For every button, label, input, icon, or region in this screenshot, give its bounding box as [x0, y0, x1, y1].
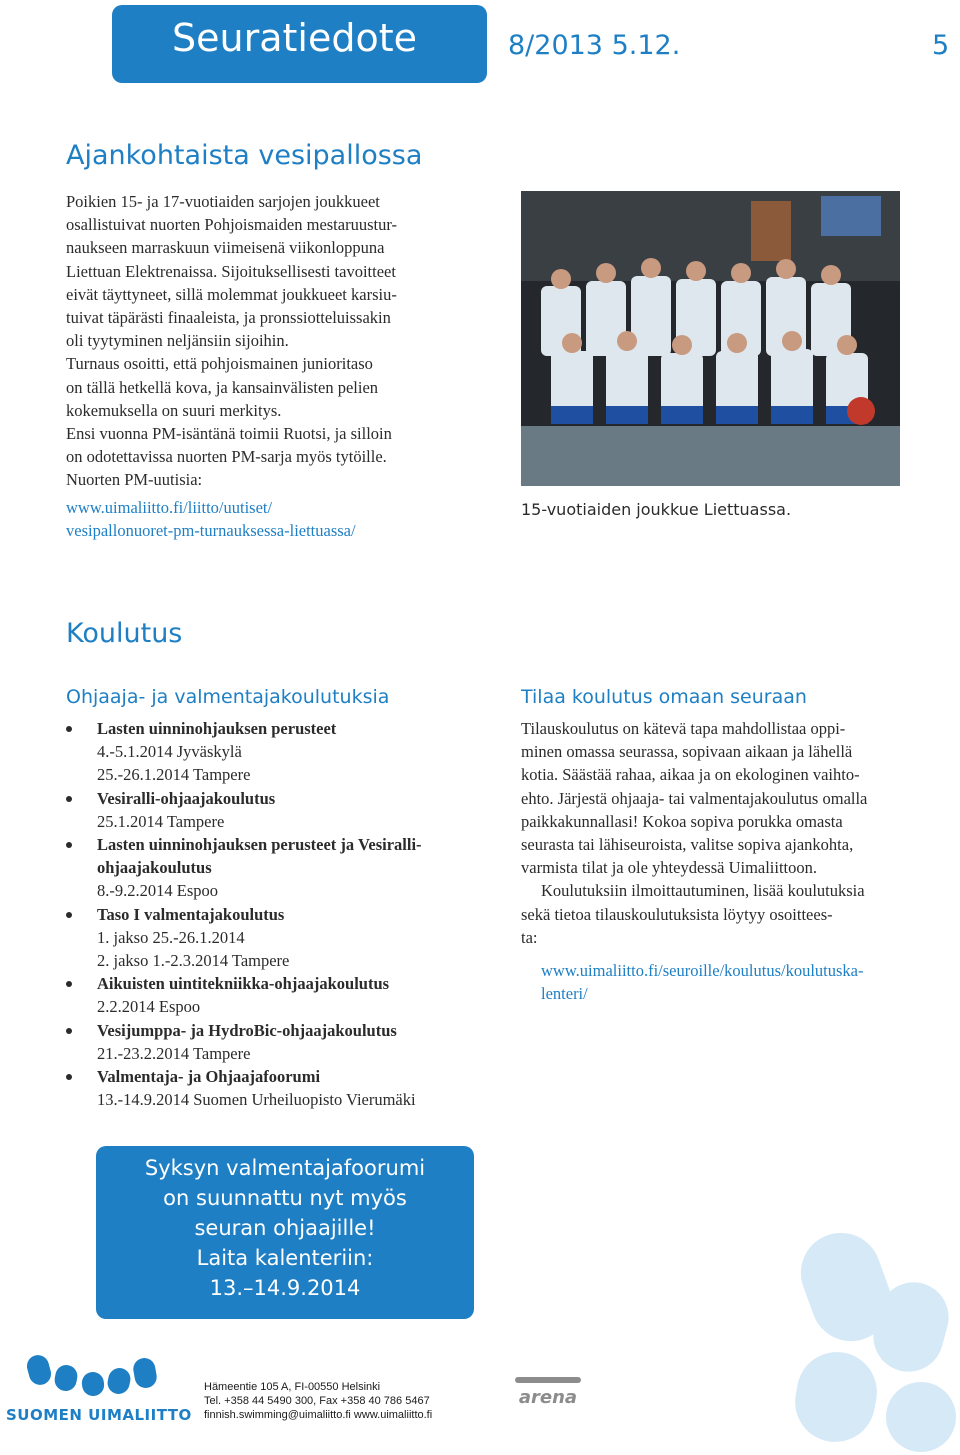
- list-item: [66, 787, 506, 833]
- text-line: ehto. Järjestä ohjaaja- tai valmentajakoulutus omalla: [521, 788, 868, 808]
- order-training-heading: Tilaa koulutus omaan seuraan: [521, 686, 807, 708]
- text-line: paikkakunnallasi! Kokoa sopiva porukka omasta: [521, 811, 843, 831]
- phone: Tel. +358 44 5490 300, Fax +358 40 786 5467: [204, 1395, 430, 1407]
- course-date: 2. jakso 1.-2.3.2014 Tampere: [97, 951, 290, 971]
- list-item: [66, 1065, 506, 1111]
- text-line: Tilauskoulutus on kätevä tapa mahdollistaa oppi-: [521, 719, 846, 738]
- promo-line: Syksyn valmentajafoorumi: [144, 1156, 426, 1180]
- courses-heading: Ohjaaja- ja valmentajakoulutuksia: [66, 686, 390, 708]
- training-heading: Koulutus: [66, 618, 183, 649]
- news-line: Nuorten PM-uutisia:: [66, 470, 203, 490]
- address: Hämeentie 105 A, FI-00550 Helsinki: [204, 1381, 381, 1393]
- course-name: ohjaajakoulutus: [97, 858, 212, 878]
- news-line: on odotettavissa nuorten PM-sarja myös tytöille.: [66, 447, 387, 467]
- course-name: Valmentaja- ja Ohjaajafoorumi: [97, 1067, 321, 1087]
- news-link[interactable]: www.uimaliitto.fi/liitto/uutiset/: [66, 497, 273, 517]
- sponsor-name: arena: [518, 1387, 578, 1408]
- promo-line: seuran ohjaajille!: [194, 1216, 376, 1240]
- news-line: Turnaus osoitti, että pohjoismainen junioritaso: [66, 354, 373, 374]
- news-heading: Ajankohtaista vesipallossa: [66, 140, 423, 171]
- list-item: [66, 903, 506, 973]
- course-date: 8.-9.2.2014 Espoo: [97, 881, 218, 901]
- text-line: varmista tilat ja ole yhteydessä Uimaliittoon.: [521, 858, 818, 878]
- text-line: kotia. Säästää rahaa, aikaa ja on ekologinen vaihto-: [521, 765, 860, 785]
- course-name: Lasten uinninohjauksen perusteet ja Vesiralli-: [97, 835, 422, 855]
- promo-line: Laita kalenteriin:: [196, 1246, 374, 1270]
- org-name: SUOMEN UIMALIITTO: [6, 1406, 192, 1424]
- course-name: Aikuisten uintitekniikka-ohjaajakoulutus: [97, 974, 390, 994]
- arena-logo-icon: [511, 1373, 585, 1413]
- text-line: sekä tietoa tilauskoulutuksista löytyy osoittees-: [521, 904, 833, 924]
- bullet-icon: [66, 981, 72, 987]
- email-web[interactable]: finnish.swimming@uimaliitto.fi www.uimaliitto.fi: [204, 1409, 433, 1421]
- list-item: [66, 717, 506, 787]
- news-line: osallistuivat nuorten Pohjoismaiden mestaruustur-: [66, 215, 397, 235]
- team-photo-image: [521, 191, 900, 486]
- course-date: 13.-14.9.2014 Suomen Urheiluopisto Vierumäki: [97, 1090, 416, 1110]
- page-number: 5: [932, 30, 950, 61]
- course-date: 21.-23.2.2014 Tampere: [97, 1043, 251, 1063]
- course-date: 25.-26.1.2014 Tampere: [97, 765, 251, 785]
- course-name: Taso I valmentajakoulutus: [97, 904, 285, 924]
- text-line: Koulutuksiin ilmoittautuminen, lisää koulutuksia: [541, 881, 865, 901]
- swimming-pictogram-icon: [776, 1222, 960, 1452]
- course-date: 25.1.2014 Tampere: [97, 811, 225, 831]
- course-name: Lasten uinninohjauksen perusteet: [97, 719, 337, 738]
- list-item: [66, 1019, 506, 1065]
- news-line: Liettuan Elektrenaissa. Sijoituksellisesti tavoitteet: [66, 261, 396, 281]
- news-line: oli tyytyminen neljänsiin sijoihin.: [66, 331, 289, 351]
- bullet-icon: [66, 796, 72, 802]
- course-list: [66, 717, 506, 1111]
- course-name: Vesiralli-ohjaajakoulutus: [97, 788, 276, 808]
- issue-date: 8/2013 5.12.: [508, 30, 681, 61]
- course-date: 2.2.2014 Espoo: [97, 997, 201, 1017]
- text-line: ta:: [521, 927, 538, 947]
- course-date: 1. jakso 25.-26.1.2014: [97, 927, 245, 947]
- news-link[interactable]: vesipallonuoret-pm-turnauksessa-liettuassa/: [66, 520, 356, 540]
- promo-line: 13.–14.9.2014: [209, 1276, 361, 1300]
- header-title: Seuratiedote: [172, 16, 417, 60]
- news-line: kokemuksella on suuri merkitys.: [66, 400, 282, 420]
- bullet-icon: [66, 1028, 72, 1034]
- bullet-icon: [66, 726, 72, 732]
- bullet-icon: [66, 842, 72, 848]
- news-line: Ensi vuonna PM-isäntänä toimii Ruotsi, ja silloin: [66, 424, 392, 444]
- news-line: eivät täyttyneet, sillä molemmat joukkueet karsiu-: [66, 284, 397, 304]
- photo-caption: 15-vuotiaiden joukkue Liettuassa.: [521, 500, 792, 519]
- news-line: Poikien 15- ja 17-vuotiaiden sarjojen joukkueet: [66, 192, 380, 211]
- course-name: Vesijumppa- ja HydroBic-ohjaajakoulutus: [97, 1020, 397, 1040]
- text-line: minen omassa seurassa, sopivaan aikaan ja lähellä: [521, 742, 853, 762]
- news-line: on tällä hetkellä kova, ja kansainvälisten pelien: [66, 377, 379, 397]
- news-article: [66, 190, 511, 542]
- bullet-icon: [66, 912, 72, 918]
- news-line: naukseen marraskuun viimeisenä viikonloppuna: [66, 238, 385, 258]
- course-date: 4.-5.1.2014 Jyväskylä: [97, 742, 242, 762]
- promo-line: on suunnattu nyt myös: [163, 1186, 407, 1210]
- contact-info: [204, 1380, 432, 1422]
- text-line: seurasta tai lähiseuroista, valitse sopiva ajankohta,: [521, 835, 854, 855]
- bullet-icon: [66, 1074, 72, 1080]
- list-item: [66, 972, 506, 1018]
- calendar-link[interactable]: lenteri/: [541, 984, 588, 1004]
- list-item: [66, 833, 506, 903]
- team-photo: [521, 191, 900, 486]
- order-training-text: [521, 717, 951, 1005]
- calendar-link[interactable]: www.uimaliitto.fi/seuroille/koulutus/koulutuska-: [541, 961, 864, 981]
- news-line: tuivat täpärästi finaaleista, ja pronssiotteluissakin: [66, 308, 391, 328]
